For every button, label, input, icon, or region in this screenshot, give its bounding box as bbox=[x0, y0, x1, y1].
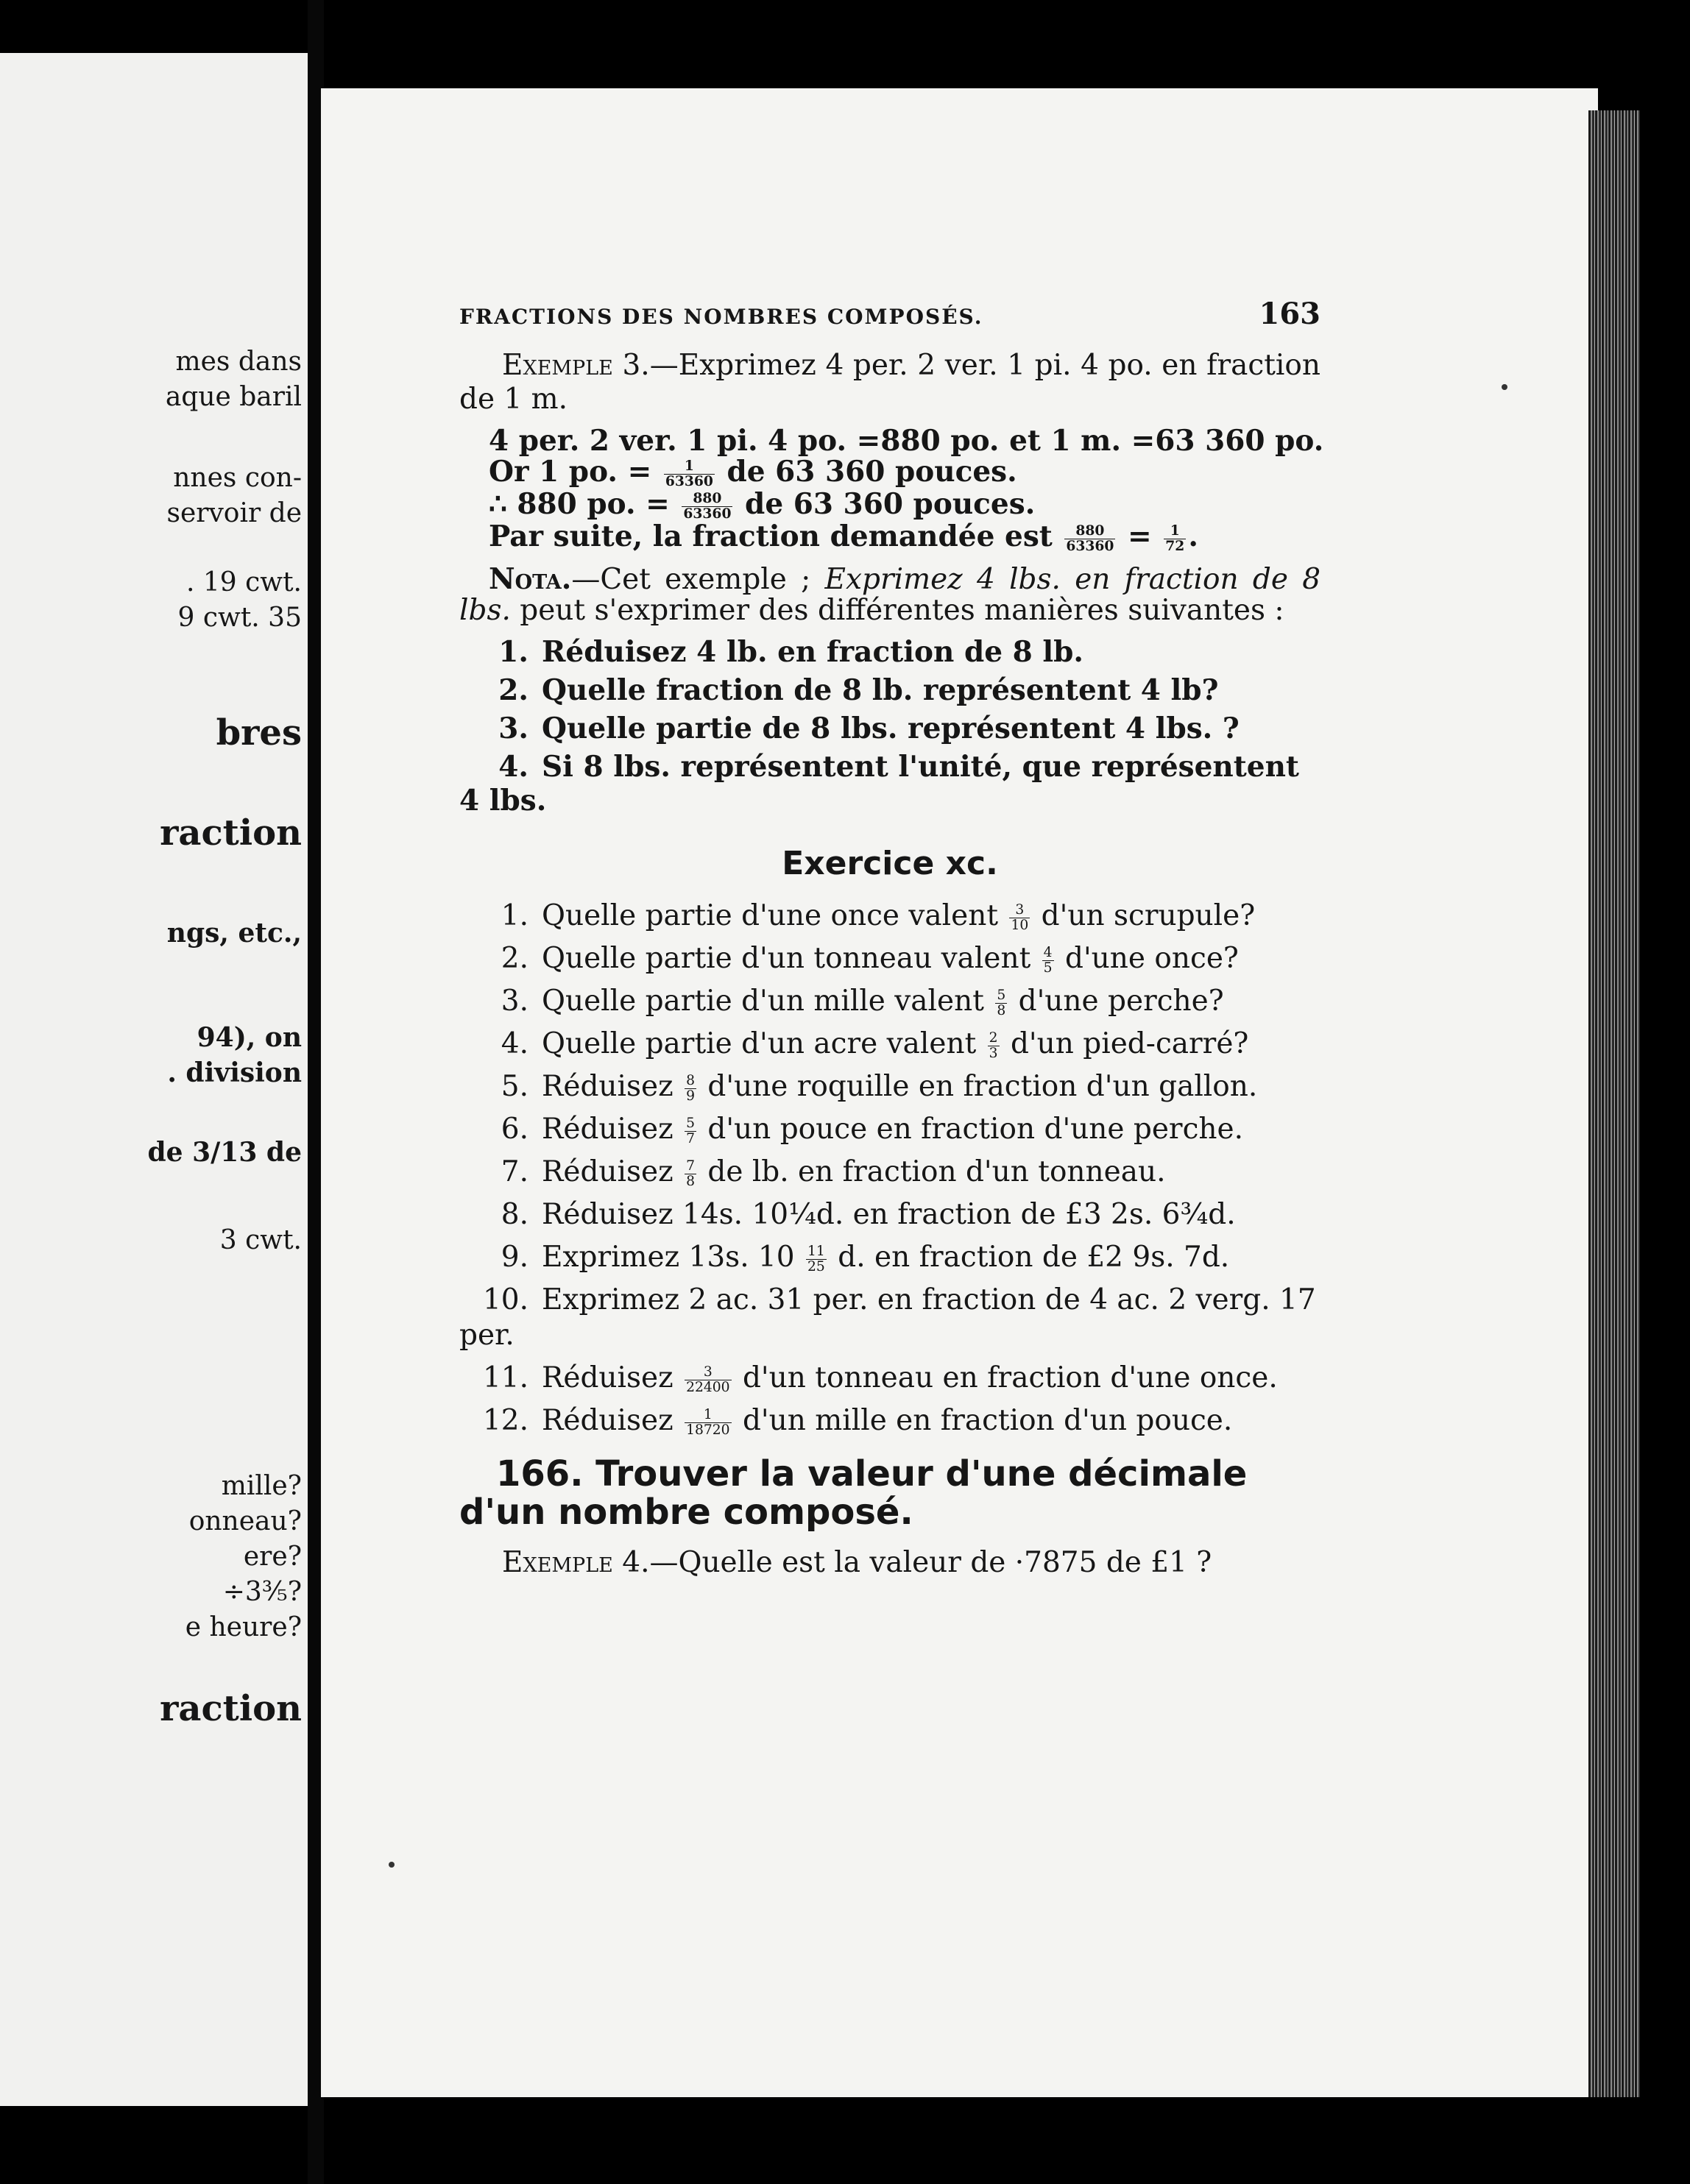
numerator: 8 bbox=[686, 1073, 695, 1089]
exercise-item bbox=[459, 1240, 1320, 1275]
item-number: 3. bbox=[501, 985, 528, 1018]
denominator: 63360 bbox=[683, 505, 732, 522]
item-text: Exprimez 2 ac. 31 per. en fraction de 4 ac. 2 verg. 17 per. bbox=[459, 1283, 1316, 1352]
item-text: d'une once? bbox=[1064, 942, 1239, 976]
item-text: Si 8 lbs. représentent l'unité, que représentent 4 lbs. bbox=[459, 750, 1299, 818]
exemple-4 bbox=[459, 1546, 1320, 1580]
denominator: 25 bbox=[807, 1258, 825, 1274]
nota-text: —Cet exemple ; bbox=[571, 563, 825, 597]
numerator: 2 bbox=[989, 1030, 998, 1046]
item-text: Quelle partie d'un mille valent bbox=[542, 985, 984, 1018]
denominator: 63360 bbox=[665, 472, 713, 489]
exercise-item bbox=[459, 1027, 1320, 1062]
calc-line: 4 per. 2 ver. 1 pi. 4 po. =880 po. et 1 m. =63 360 po. bbox=[489, 424, 1324, 458]
numerator: 880 bbox=[682, 492, 732, 507]
calc-line bbox=[489, 489, 1320, 521]
running-title: FRACTIONS DES NOMBRES COMPOSÉS. bbox=[459, 305, 983, 329]
item-text: d'un scrupule? bbox=[1041, 899, 1256, 933]
exercise-item bbox=[459, 1403, 1320, 1439]
fraction bbox=[685, 1408, 732, 1437]
item-number: 9. bbox=[501, 1241, 528, 1274]
left-line: nnes con- bbox=[173, 463, 302, 493]
denominator: 8 bbox=[997, 1002, 1006, 1018]
item-text: d'un pied-carré? bbox=[1010, 1027, 1249, 1061]
exercise-list bbox=[459, 898, 1320, 1439]
exercise-item bbox=[459, 941, 1320, 976]
denominator: 63360 bbox=[1066, 537, 1114, 554]
exercise-item bbox=[459, 898, 1320, 934]
left-line: 9 cwt. 35 bbox=[177, 603, 302, 633]
numerator: 5 bbox=[686, 1116, 695, 1132]
item-number: 10. bbox=[482, 1283, 528, 1317]
calc-text: ∴ 880 po. = bbox=[489, 487, 670, 522]
item-text: Réduisez 14s. 10¼d. en fraction de £3 2s. 6¾d. bbox=[542, 1198, 1236, 1232]
fraction bbox=[1009, 903, 1030, 932]
left-line: . 19 cwt. bbox=[185, 567, 302, 598]
item-text: Quelle partie d'une once valent bbox=[542, 899, 999, 933]
calc-text: de 63 360 pouces. bbox=[745, 487, 1036, 522]
item-text: Réduisez bbox=[542, 1155, 673, 1189]
numerator: 3 bbox=[685, 1365, 732, 1380]
fraction bbox=[806, 1244, 827, 1274]
item-number: 2. bbox=[498, 673, 528, 708]
nota-text: peut s'exprimer des différentes manières suivantes : bbox=[510, 594, 1284, 628]
numerator: 880 bbox=[1064, 524, 1115, 539]
exercise-item bbox=[459, 1155, 1320, 1190]
numerator: 1 bbox=[1164, 524, 1186, 539]
item-text: Quelle partie de 8 lbs. représentent 4 lbs. ? bbox=[542, 712, 1240, 746]
denominator: 7 bbox=[686, 1130, 695, 1146]
fraction bbox=[685, 1159, 696, 1188]
nota-label: Nota. bbox=[489, 562, 572, 597]
exercise-item bbox=[459, 984, 1320, 1019]
fraction bbox=[988, 1031, 1000, 1060]
page-edges bbox=[1588, 110, 1640, 2097]
item-number: 5. bbox=[501, 1070, 528, 1104]
page-number: 163 bbox=[1259, 297, 1320, 331]
item-text: Réduisez 4 lb. en fraction de 8 lb. bbox=[542, 635, 1084, 670]
fraction bbox=[1042, 946, 1054, 975]
fraction bbox=[664, 459, 715, 489]
numerator: 11 bbox=[807, 1244, 825, 1260]
numerator: 1 bbox=[664, 459, 715, 475]
calc-line bbox=[489, 456, 1320, 489]
numerator: 3 bbox=[1009, 903, 1030, 918]
left-line: raction bbox=[160, 812, 302, 854]
item-text: de lb. en fraction d'un tonneau. bbox=[707, 1155, 1166, 1189]
left-line: mes dans bbox=[175, 347, 302, 377]
left-line: mille? bbox=[221, 1471, 302, 1501]
left-line: bres bbox=[216, 712, 302, 754]
list-item bbox=[459, 750, 1320, 818]
section-166-heading: 166. Trouver la valeur d'une décimale d'un nombre composé. bbox=[459, 1453, 1248, 1534]
item-number: 1. bbox=[501, 899, 528, 933]
speck bbox=[1502, 384, 1507, 390]
left-line: ere? bbox=[243, 1542, 302, 1572]
nota-list bbox=[459, 635, 1320, 818]
item-text: d'un mille en fraction d'un pouce. bbox=[742, 1404, 1233, 1438]
denominator: 18720 bbox=[686, 1422, 730, 1438]
item-number: 2. bbox=[501, 942, 528, 976]
item-text: Quelle partie d'un tonneau valent bbox=[542, 942, 1031, 976]
calc-text: Par suite, la fraction demandée est bbox=[489, 520, 1053, 554]
item-text: d'un tonneau en fraction d'une once. bbox=[742, 1361, 1278, 1395]
numerator: 7 bbox=[686, 1158, 695, 1174]
item-number: 4. bbox=[498, 750, 528, 784]
left-facing-page bbox=[0, 53, 308, 2106]
item-number: 6. bbox=[501, 1113, 528, 1146]
left-line: 3 cwt. bbox=[219, 1225, 302, 1255]
numerator: 4 bbox=[1043, 945, 1053, 961]
calc-text: . bbox=[1188, 520, 1198, 554]
item-text: Exprimez 13s. 10 bbox=[542, 1241, 795, 1274]
item-number: 3. bbox=[498, 712, 528, 746]
exemple-label: Exemple 4. bbox=[502, 1546, 650, 1580]
left-line: de 3/13 de bbox=[147, 1137, 302, 1168]
left-line: . division bbox=[167, 1057, 302, 1088]
item-text: Réduisez bbox=[542, 1404, 673, 1438]
item-text: Réduisez bbox=[542, 1113, 673, 1146]
item-text: Quelle partie d'un acre valent bbox=[542, 1027, 977, 1061]
fraction bbox=[995, 988, 1007, 1018]
item-text: d'un pouce en fraction d'une perche. bbox=[707, 1113, 1244, 1146]
page-content bbox=[459, 297, 1324, 1589]
left-line: raction bbox=[160, 1688, 302, 1729]
exemple-text: —Exprimez 4 per. 2 ver. 1 pi. 4 po. en fraction de 1 m. bbox=[459, 349, 1320, 416]
denominator: 3 bbox=[989, 1045, 998, 1061]
item-number: 7. bbox=[501, 1155, 528, 1189]
numerator: 1 bbox=[685, 1408, 732, 1423]
denominator: 10 bbox=[1011, 917, 1029, 933]
fraction bbox=[1164, 524, 1186, 553]
item-number: 11. bbox=[482, 1361, 528, 1395]
item-text: d. en fraction de £2 9s. 7d. bbox=[838, 1241, 1230, 1274]
fraction bbox=[685, 1116, 696, 1146]
left-line: aque baril bbox=[165, 382, 302, 412]
nota-paragraph bbox=[459, 564, 1320, 626]
item-text: Réduisez bbox=[542, 1361, 673, 1395]
item-text: Réduisez bbox=[542, 1070, 673, 1104]
speck bbox=[389, 1862, 395, 1868]
list-item bbox=[459, 712, 1320, 745]
list-item bbox=[459, 635, 1320, 669]
exercise-item bbox=[459, 1069, 1320, 1105]
left-line: ngs, etc., bbox=[166, 918, 302, 949]
denominator: 8 bbox=[686, 1173, 695, 1189]
left-line: servoir de bbox=[166, 498, 302, 528]
fraction bbox=[685, 1074, 696, 1103]
denominator: 22400 bbox=[686, 1379, 730, 1395]
item-number: 8. bbox=[501, 1198, 528, 1232]
fraction bbox=[682, 492, 732, 521]
exemple-3 bbox=[459, 349, 1320, 416]
calc-text: Or 1 po. = bbox=[489, 455, 652, 489]
fraction bbox=[1064, 524, 1115, 553]
calc-text: de 63 360 pouces. bbox=[726, 455, 1017, 489]
item-number: 12. bbox=[482, 1404, 528, 1438]
fraction bbox=[685, 1365, 732, 1394]
exemple-3-calculation bbox=[489, 424, 1324, 554]
exercise-item bbox=[459, 1197, 1320, 1233]
exercise-item bbox=[459, 1283, 1320, 1353]
exercise-title: Exercice xc. bbox=[782, 845, 998, 883]
exemple-label: Exemple 3. bbox=[502, 349, 650, 382]
denominator: 9 bbox=[686, 1088, 695, 1104]
calc-text: = bbox=[1128, 520, 1152, 554]
denominator: 72 bbox=[1165, 537, 1185, 554]
running-header bbox=[459, 297, 1320, 334]
denominator: 5 bbox=[1043, 960, 1053, 976]
nota-italic: Exprimez 4 lbs. en fraction de 8 lbs. bbox=[459, 563, 1321, 628]
left-line: 94), on bbox=[197, 1022, 302, 1053]
left-line: e heure? bbox=[185, 1612, 302, 1642]
calc-line bbox=[489, 521, 1320, 553]
exercise-item bbox=[459, 1361, 1320, 1396]
left-line: onneau? bbox=[188, 1506, 302, 1536]
item-number: 1. bbox=[498, 635, 528, 670]
list-item bbox=[459, 673, 1320, 707]
exemple-text: —Quelle est la valeur de ·7875 de £1 ? bbox=[649, 1546, 1212, 1580]
item-text: Quelle fraction de 8 lb. représentent 4 lb? bbox=[542, 673, 1219, 708]
exercise-item bbox=[459, 1112, 1320, 1147]
item-text: d'une roquille en fraction d'un gallon. bbox=[707, 1070, 1258, 1104]
numerator: 5 bbox=[997, 988, 1006, 1004]
left-line: ÷3⅗? bbox=[222, 1577, 302, 1607]
item-text: d'une perche? bbox=[1018, 985, 1224, 1018]
item-number: 4. bbox=[501, 1027, 528, 1061]
